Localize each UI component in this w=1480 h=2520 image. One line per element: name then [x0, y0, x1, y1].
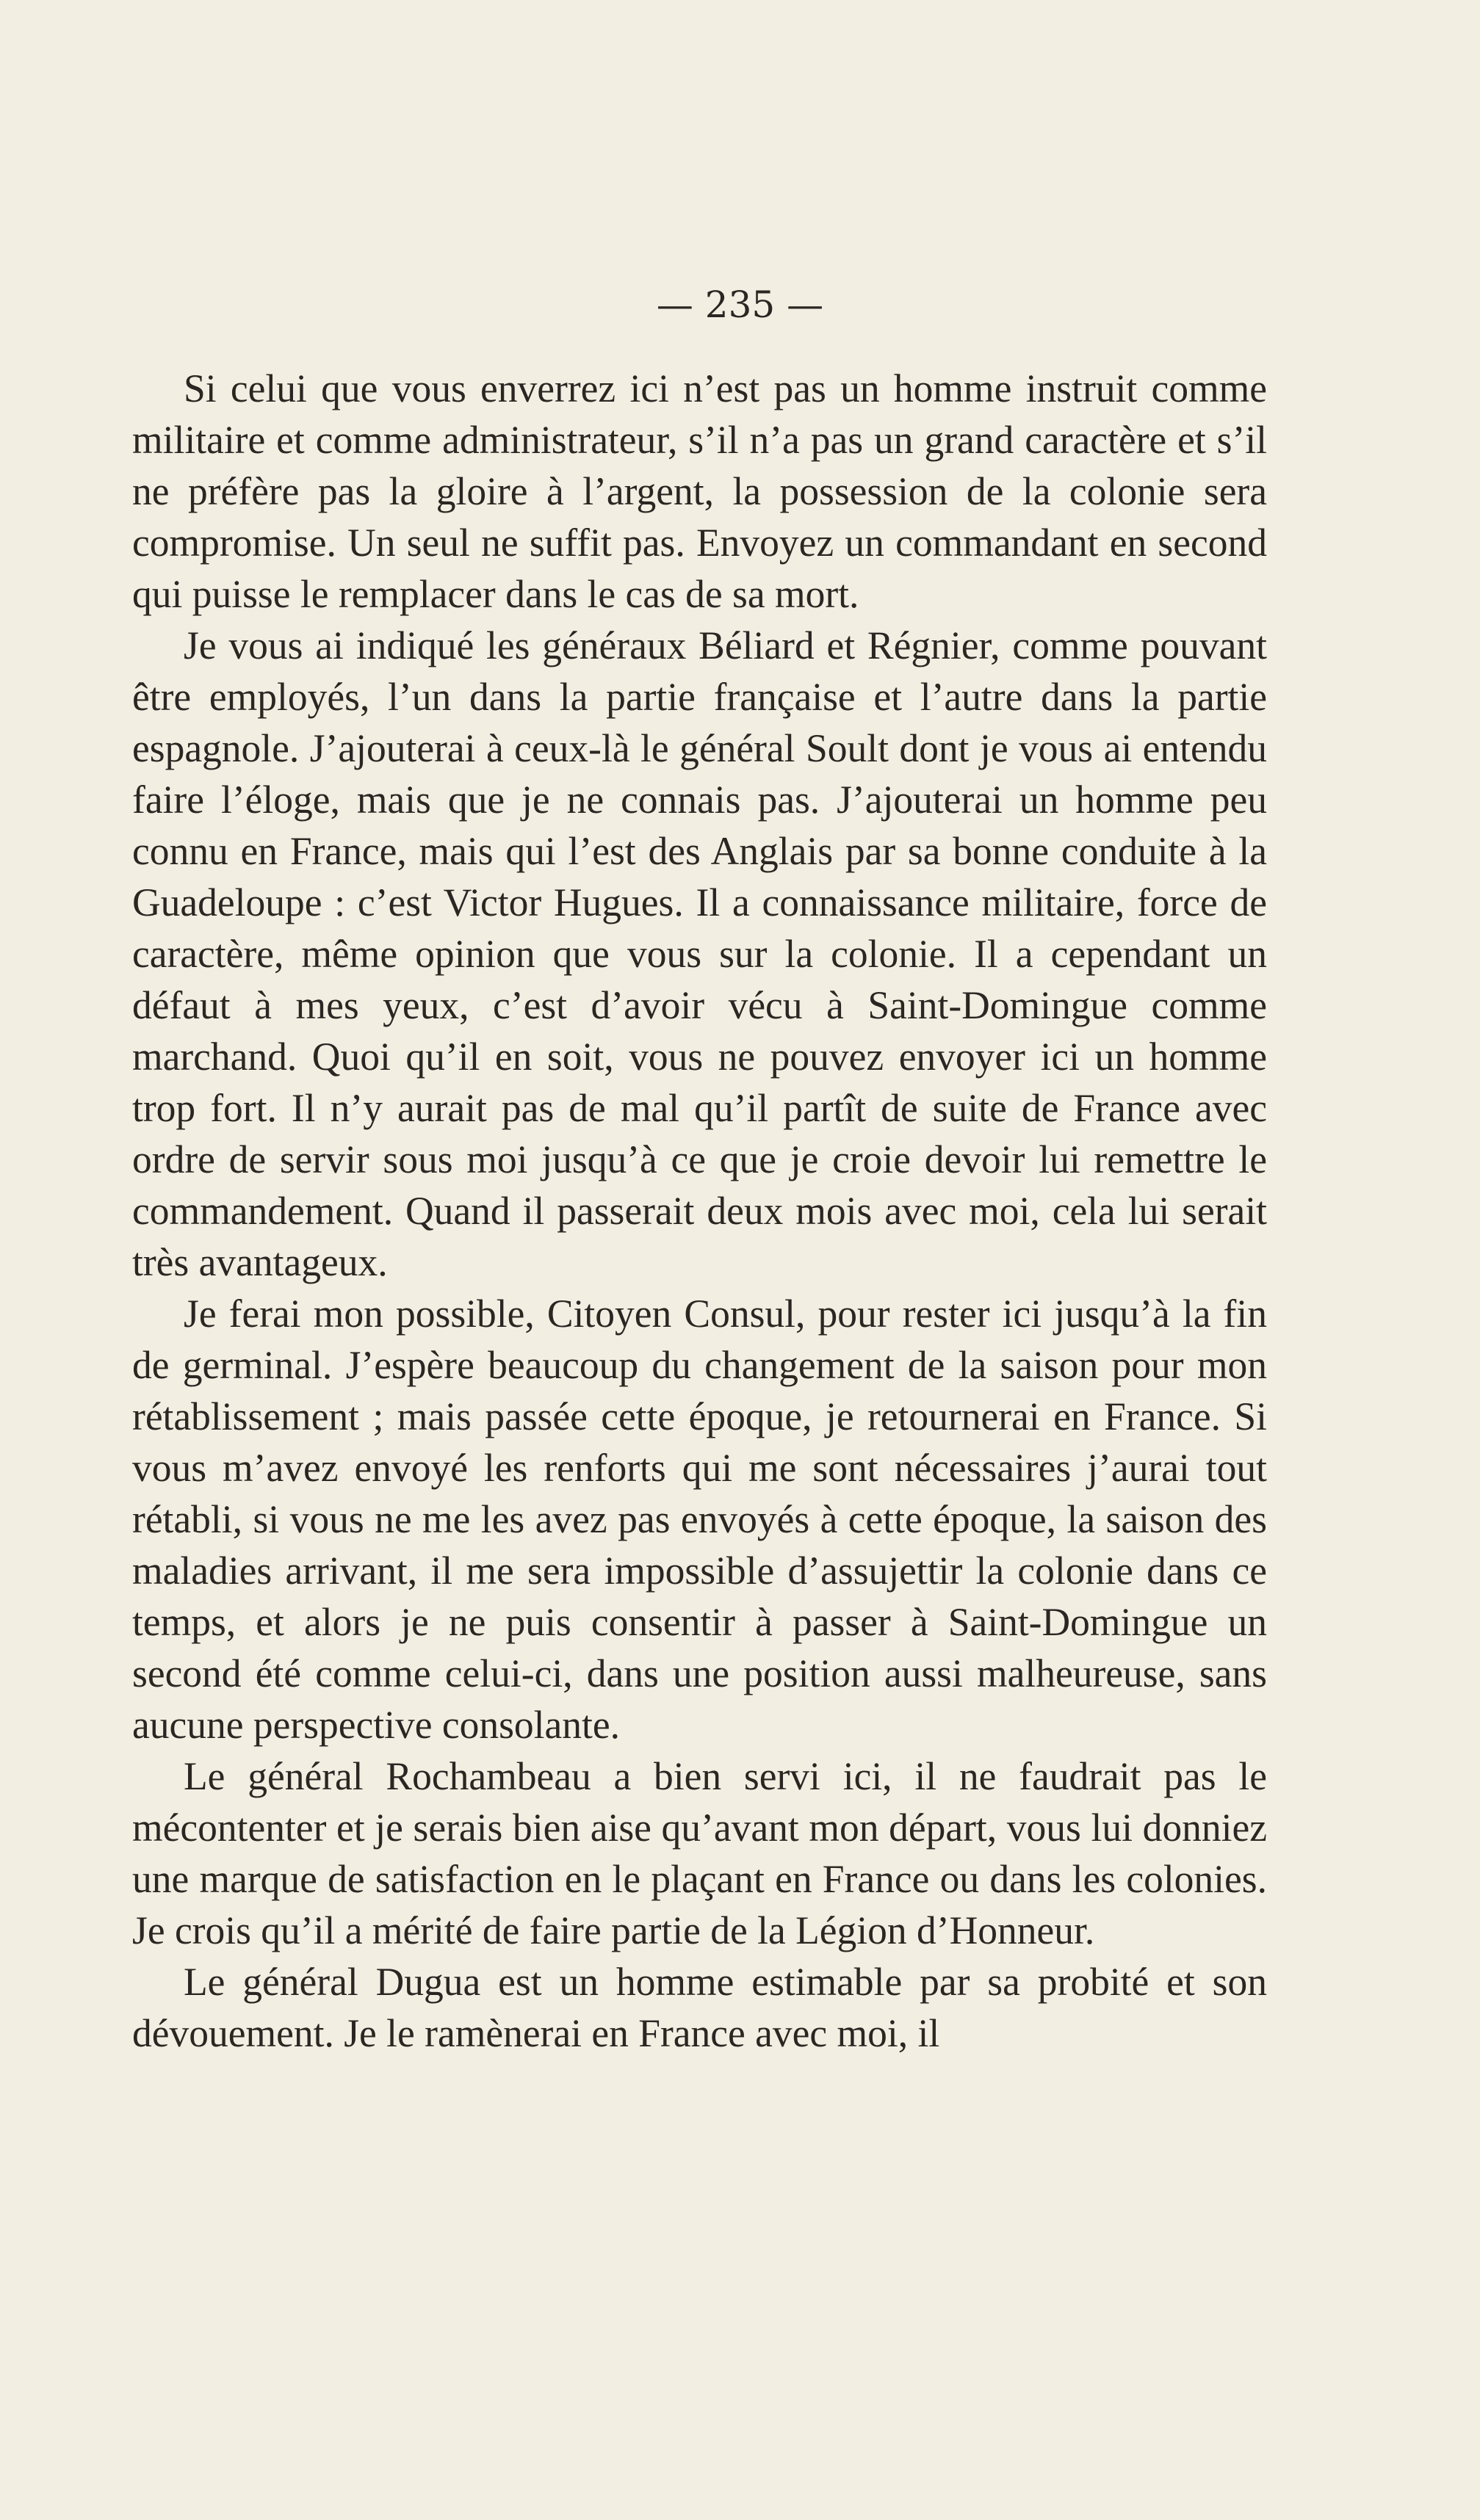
paragraph: Si celui que vous enverrez ici n’est pas un homme instruit comme militaire et comme administrateur, s’il n’a pas un grand caractère et s’il ne préfère pas la gloire à l’argent, la possession de la colonie sera compromise. Un seul ne suffit pas. Envoyez un commandant en second qui puisse le remplacer dans le cas de sa mort. [132, 366, 1267, 616]
paragraph: Je ferai mon possible, Citoyen Consul, pour rester ici jusqu’à la fin de germinal. J’espère beaucoup du changement de la saison pour mon rétablissement ; mais passée cette époque, je retournerai en France. Si vous m’avez envoyé les renforts qui me sont nécessaires j’aurai tout rétabli, si vous ne me les avez pas envoyés à cette époque, la saison des maladies arrivant, il me sera impossible d’assujettir la colonie dans ce temps, et alors je ne puis consentir à passer à Saint-Domingue un second été comme celui-ci, dans une position aussi malheureuse, sans aucune perspective consolante. [132, 1292, 1267, 1747]
page-number: — 235 — [656, 283, 824, 326]
paragraph: Je vous ai indiqué les généraux Béliard et Régnier, comme pouvant être employés, l’un dans la partie française et l’autre dans la partie espagnole. J’ajouterai à ceux-là le général Soult dont je vous ai entendu faire l’éloge, mais que je ne connais pas. J’ajouterai un homme peu connu en France, mais qui l’est des Anglais par sa bonne conduite à la Guadeloupe : c’est Victor Hugues. Il a connaissance militaire, force de caractère, même opinion que vous sur la colonie. Il a cependant un défaut à mes yeux, c’est d’avoir vécu à Saint-Domingue comme marchand. Quoi qu’il en soit, vous ne pouvez envoyer ici un homme trop fort. Il n’y aurait pas de mal qu’il partît de suite de France avec ordre de servir sous moi jusqu’à ce que je croie devoir lui remettre le commandement. Quand il passerait deux mois avec moi, cela lui serait très avantageux. [132, 623, 1267, 1284]
paragraph: Le général Rochambeau a bien servi ici, il ne faudrait pas le mécontenter et je serais bien aise qu’avant mon départ, vous lui donniez une marque de satisfaction en le plaçant en France ou dans les colonies. Je crois qu’il a mérité de faire partie de la Légion d’Honneur. [132, 1754, 1267, 1952]
paragraph: Le général Dugua est un homme estimable par sa probité et son dévouement. Je le ramènerai en France avec moi, il [132, 1960, 1267, 2055]
body-text [132, 363, 1267, 2059]
